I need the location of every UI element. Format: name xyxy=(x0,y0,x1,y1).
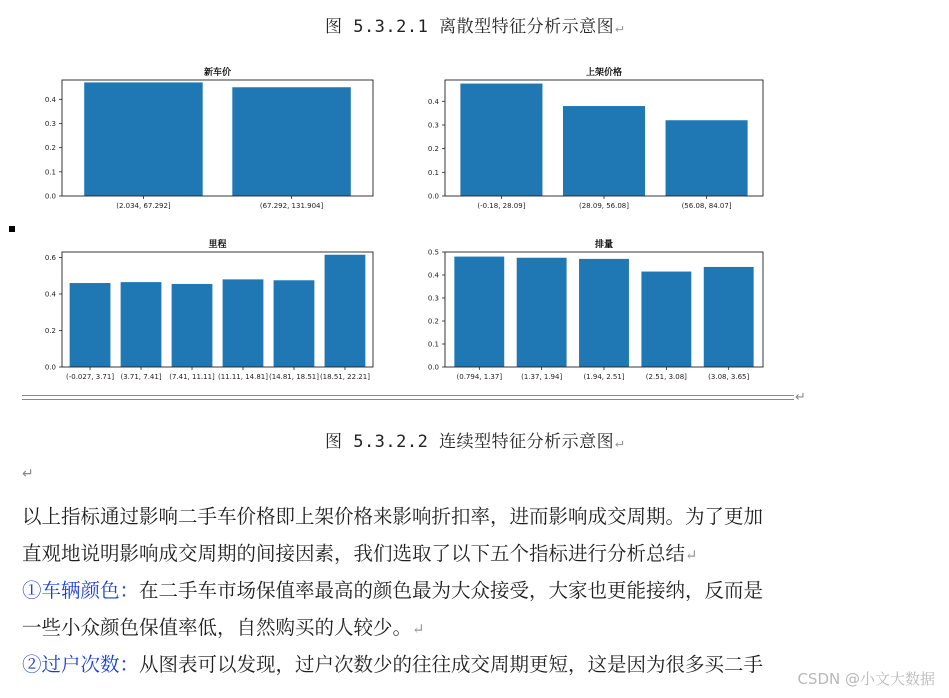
return-mark: ↵ xyxy=(795,390,806,405)
y-tick-label: 0.4 xyxy=(427,271,439,280)
return-mark: ↵ xyxy=(615,435,625,451)
chart-bar xyxy=(232,87,350,196)
chart-title: 上架价格 xyxy=(585,68,623,78)
return-mark: ↵ xyxy=(412,620,425,638)
return-mark: ↵ xyxy=(685,546,698,564)
chart-bar xyxy=(70,283,111,367)
item-lead-transfers: ②过户次数： xyxy=(22,653,140,676)
chart-bar xyxy=(704,267,754,367)
chart-bar xyxy=(325,255,366,367)
x-tick-label: (0.794, 1.37] xyxy=(456,373,503,381)
x-tick-label: (1.94, 2.51] xyxy=(583,373,625,381)
x-tick-label: (1.37, 1.94] xyxy=(521,373,563,381)
y-tick-label: 0.1 xyxy=(427,168,439,177)
y-tick-label: 0.2 xyxy=(44,326,56,335)
x-tick-label: (11.11, 14.81] xyxy=(217,373,268,381)
x-tick-label: (-0.027, 3.71] xyxy=(66,373,115,381)
x-tick-label: (2.51, 3.08] xyxy=(645,373,687,381)
paragraph-text: 在二手车市场保值率最高的颜色最为大众接受，大家也更能接纳，反而是 xyxy=(139,579,764,602)
watermark: CSDN @小文大数据 xyxy=(797,670,935,688)
x-tick-label: (7.41, 11.11] xyxy=(169,373,215,381)
y-tick-label: 0.0 xyxy=(427,363,439,372)
chart-bar xyxy=(274,280,315,367)
paragraph-line xyxy=(22,498,902,535)
section-rule xyxy=(22,395,794,396)
y-tick-label: 0.1 xyxy=(427,340,439,349)
figure-caption-continuous xyxy=(0,427,949,452)
y-tick-label: 0.4 xyxy=(44,95,56,104)
chart-title: 排量 xyxy=(594,240,614,250)
chart-title: 里程 xyxy=(208,240,227,250)
paragraph-text: 以上指标通过影响二手车价格即上架价格来影响折扣率，进而影响成交周期。为了更加 xyxy=(22,505,764,528)
chart-bar xyxy=(172,284,213,367)
y-tick-label: 0.0 xyxy=(44,363,56,372)
x-tick-label: (3.08, 3.65] xyxy=(708,373,750,381)
x-tick-label: (67.292, 131.904] xyxy=(259,202,324,210)
paragraph-text: 从图表可以发现，过户次数少的往往成交周期更短，这是因为很多买二手 xyxy=(139,653,764,676)
y-tick-label: 0.0 xyxy=(44,192,56,201)
paragraph-line xyxy=(22,572,902,609)
y-tick-label: 0.3 xyxy=(44,120,56,128)
caption-text: 图 5.3.2.2 连续型特征分析示意图 xyxy=(324,432,615,452)
y-tick-label: 0.3 xyxy=(427,294,439,303)
empty-paragraph-mark: ↵ xyxy=(22,466,34,482)
chart-bar xyxy=(579,259,629,367)
x-tick-label: (2.034, 67.292] xyxy=(116,202,171,210)
x-tick-label: (14.81, 18.51] xyxy=(268,373,319,381)
x-tick-label: (18.51, 22.21] xyxy=(319,373,370,381)
y-tick-label: 0.2 xyxy=(427,317,439,326)
x-tick-label: (56.08, 84.07] xyxy=(681,202,732,210)
y-tick-label: 0.6 xyxy=(44,253,56,262)
y-tick-label: 0.1 xyxy=(44,168,56,177)
y-tick-label: 0.5 xyxy=(427,248,439,257)
chart-bar xyxy=(666,120,748,196)
chart-bar xyxy=(223,279,264,367)
caption-text: 图 5.3.2.1 离散型特征分析示意图 xyxy=(324,17,615,37)
y-tick-label: 0.4 xyxy=(427,97,439,106)
x-tick-label: (28.09, 56.08] xyxy=(579,202,629,210)
y-tick-label: 0.2 xyxy=(427,145,439,154)
y-tick-label: 0.0 xyxy=(427,192,439,201)
y-tick-label: 0.4 xyxy=(44,290,56,299)
chart-bar xyxy=(641,272,691,367)
chart-bar xyxy=(84,82,202,196)
chart-title: 新车价 xyxy=(203,68,232,78)
item-lead-color: ①车辆颜色： xyxy=(22,579,140,602)
chart-bar xyxy=(460,84,542,196)
paragraph-text: 一些小众颜色保值率低，自然购买的人较少。 xyxy=(22,616,413,639)
y-tick-label: 0.2 xyxy=(44,144,56,153)
paragraph-line xyxy=(22,646,902,683)
x-tick-label: (3.71, 7.41] xyxy=(120,373,162,381)
x-tick-label: (-0.18, 28.09] xyxy=(477,202,526,210)
y-tick-label: 0.3 xyxy=(427,121,439,130)
paragraph-line xyxy=(22,609,902,648)
chart-bar xyxy=(563,106,645,196)
chart-bar xyxy=(517,258,567,367)
paragraph-line xyxy=(22,535,902,574)
bullet-marker xyxy=(9,226,15,232)
section-rule-double xyxy=(22,399,794,400)
paragraph-text: 直观地说明影响成交周期的间接因素，我们选取了以下五个指标进行分析总结 xyxy=(22,542,686,565)
chart-bar xyxy=(454,257,504,367)
chart-bar xyxy=(121,282,162,367)
return-mark: ↵ xyxy=(615,20,625,36)
